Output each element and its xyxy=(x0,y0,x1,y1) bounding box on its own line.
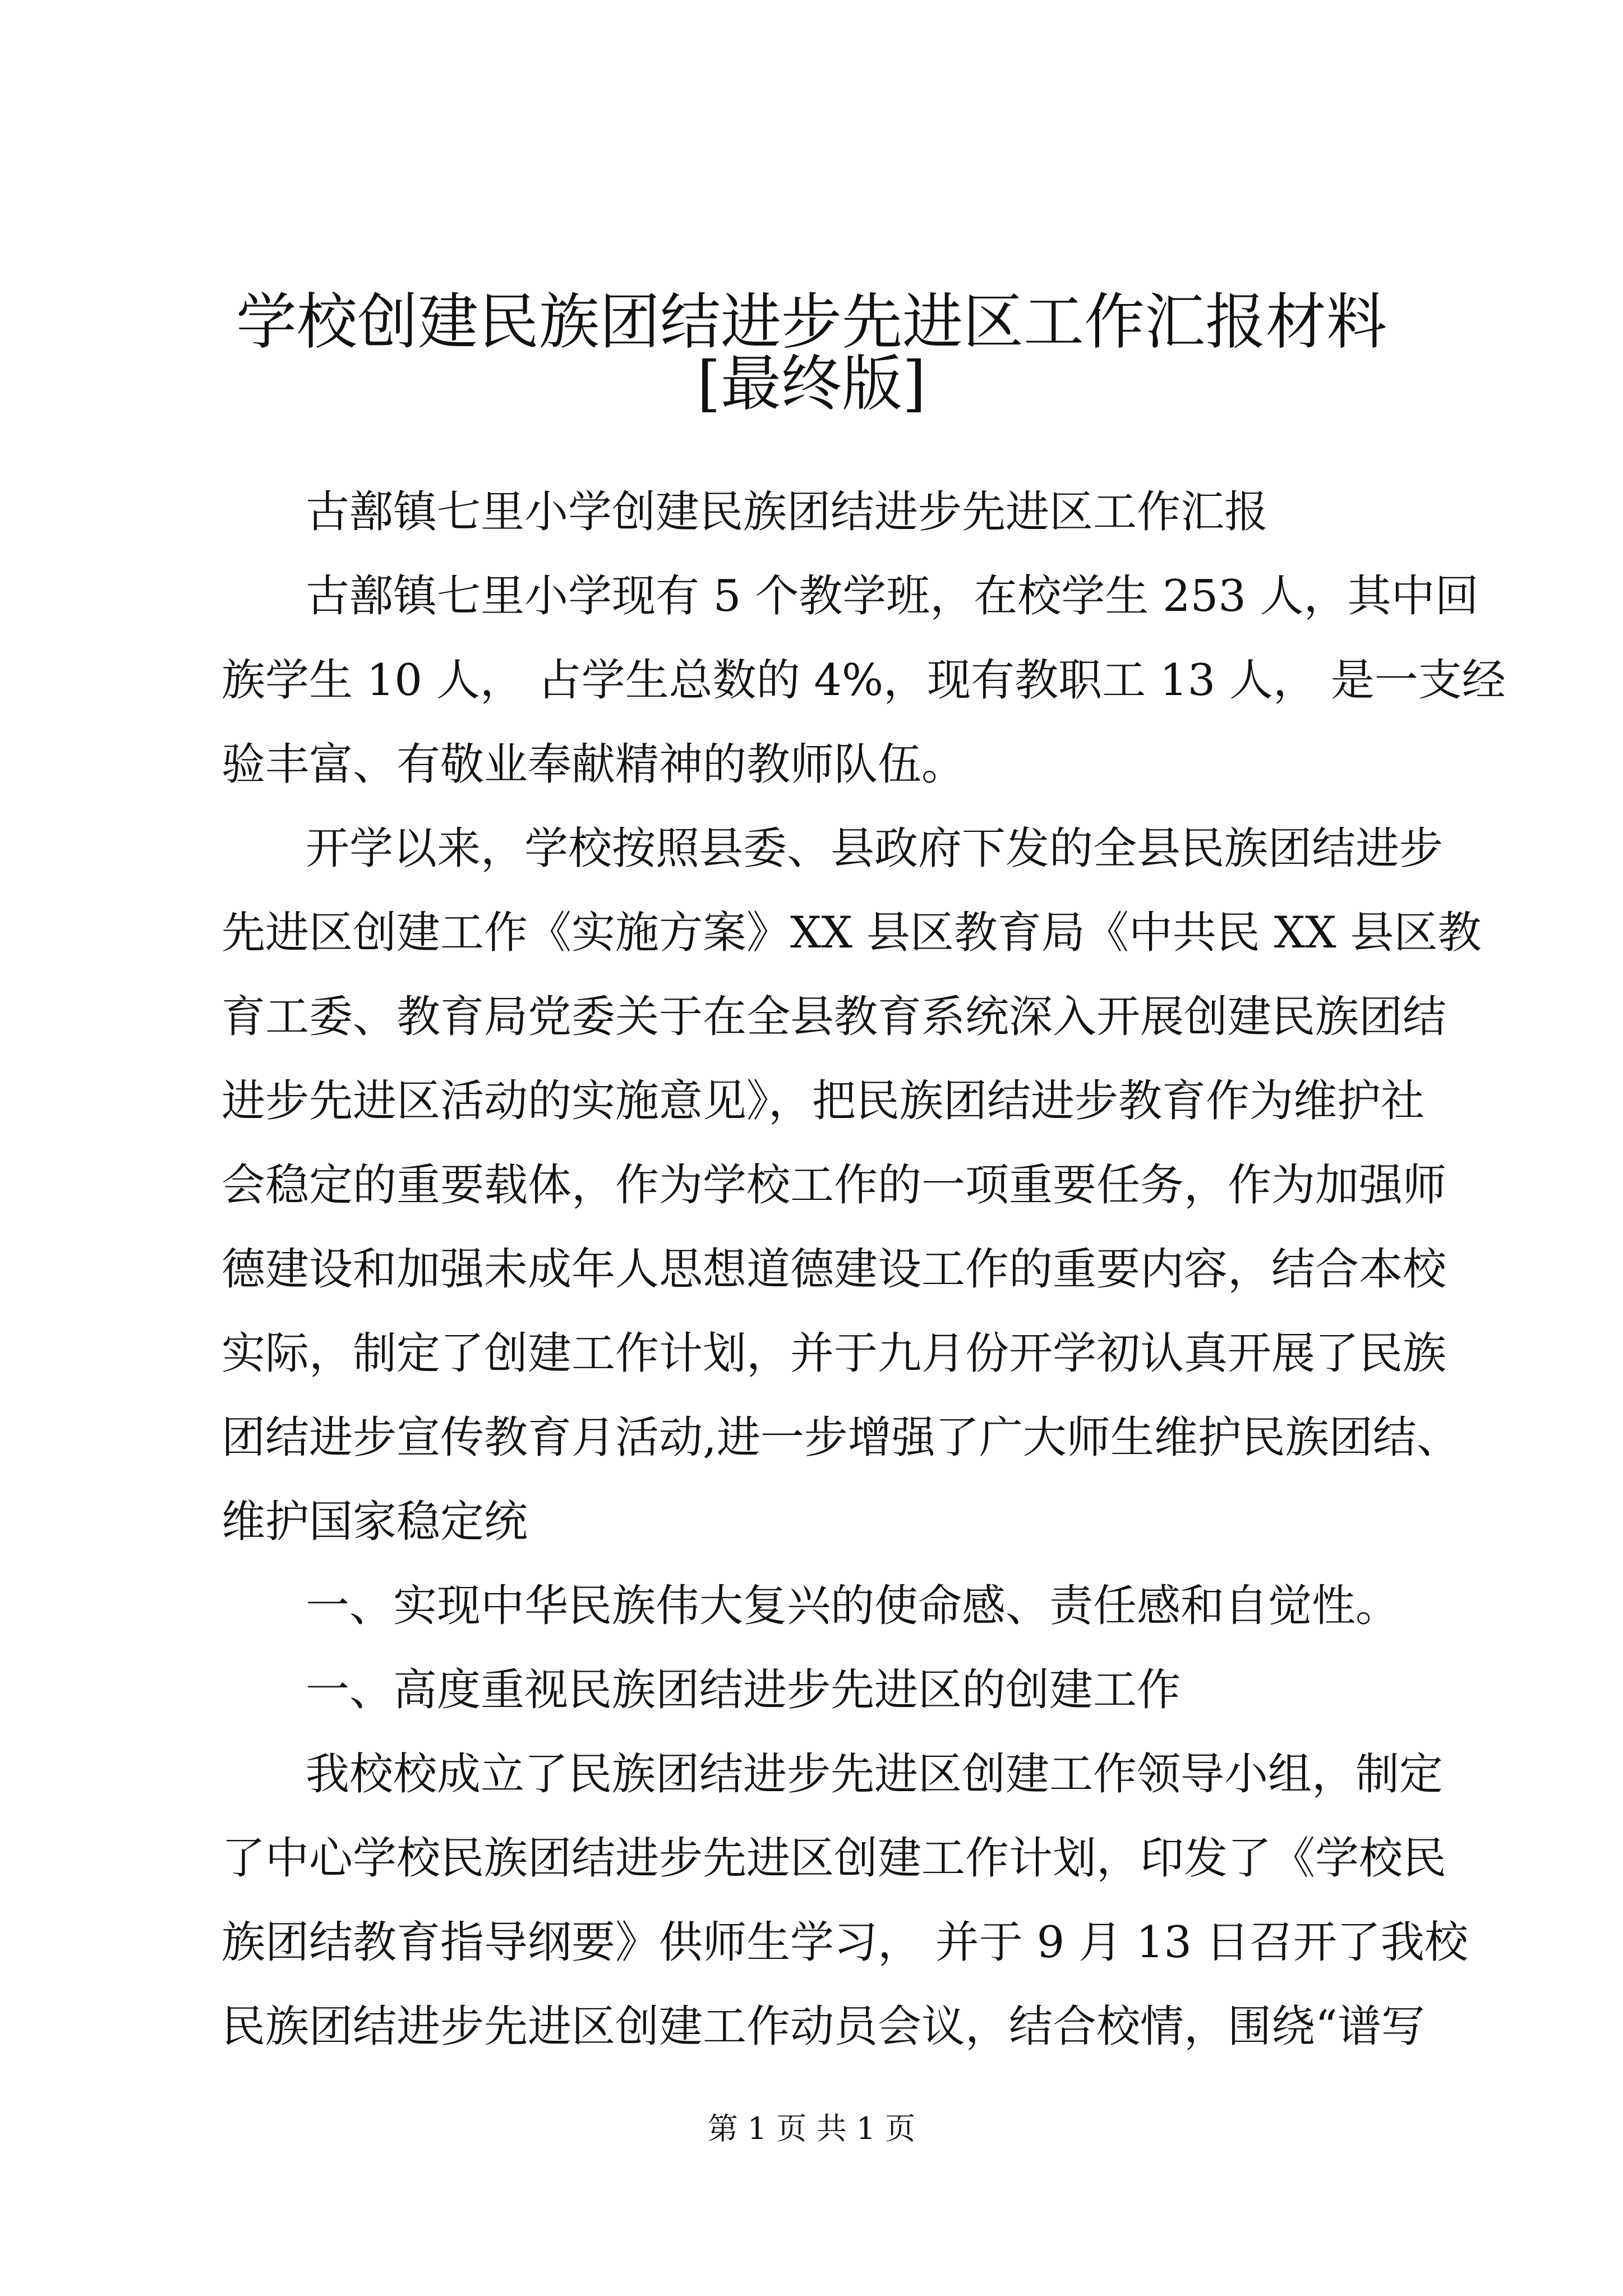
text-line: 族学生 10 人， 占学生总数的 4%，现有教职工 13 人， 是一支经 xyxy=(222,655,1506,706)
document-title-line-2: [最终版] xyxy=(697,349,926,419)
paragraph-heading: 古鄯镇七里小学创建民族团结进步先进区工作汇报 xyxy=(306,487,1269,537)
text-line: 民族团结进步先进区创建工作动员会议，结合校情，围绕“谱写 xyxy=(222,2001,1425,2052)
page-footer: 第 1 页 共 1 页 xyxy=(707,2111,916,2146)
text-line: 验丰富、有敬业奉献精神的教师队伍。 xyxy=(222,739,966,790)
text-line: 族团结教育指导纲要》供师生学习， 并于 9 月 13 日召开了我校 xyxy=(222,1917,1468,1968)
text-line: 维护国家稳定统 xyxy=(222,1497,528,1547)
document-title-line-1: 学校创建民族团结进步先进区工作汇报材料 xyxy=(236,287,1387,357)
text-line: 一、实现中华民族伟大复兴的使命感、责任感和自觉性。 xyxy=(306,1581,1400,1631)
text-line: 团结进步宣传教育月活动,进一步增强了广大师生维护民族团结、 xyxy=(222,1412,1460,1463)
text-line: 会稳定的重要载体，作为学校工作的一项重要任务，作为加强师 xyxy=(222,1160,1447,1211)
text-line: 育工委、教育局党委关于在全县教育系统深入开展创建民族团结 xyxy=(222,992,1447,1042)
text-line: 了中心学校民族团结进步先进区创建工作计划，印发了《学校民 xyxy=(222,1833,1447,1884)
text-line: 古鄯镇七里小学现有 5 个教学班，在校学生 253 人，其中回 xyxy=(306,571,1479,622)
text-line: 德建设和加强未成年人思想道德建设工作的重要内容，结合本校 xyxy=(222,1244,1447,1295)
text-line: 进步先进区活动的实施意见》，把民族团结进步教育作为维护社 xyxy=(222,1076,1425,1126)
text-line: 开学以来，学校按照县委、县政府下发的全县民族团结进步 xyxy=(306,823,1444,874)
document-body xyxy=(222,470,1506,2069)
text-line: 先进区创建工作《实施方案》XX 县区教育局《中共民 XX 县区教 xyxy=(222,908,1482,958)
text-line: 实际，制定了创建工作计划，并于九月份开学初认真开展了民族 xyxy=(222,1328,1447,1379)
text-line: 我校校成立了民族团结进步先进区创建工作领导小组，制定 xyxy=(306,1749,1444,1800)
section-heading: 一、高度重视民族团结进步先进区的创建工作 xyxy=(306,1665,1181,1715)
